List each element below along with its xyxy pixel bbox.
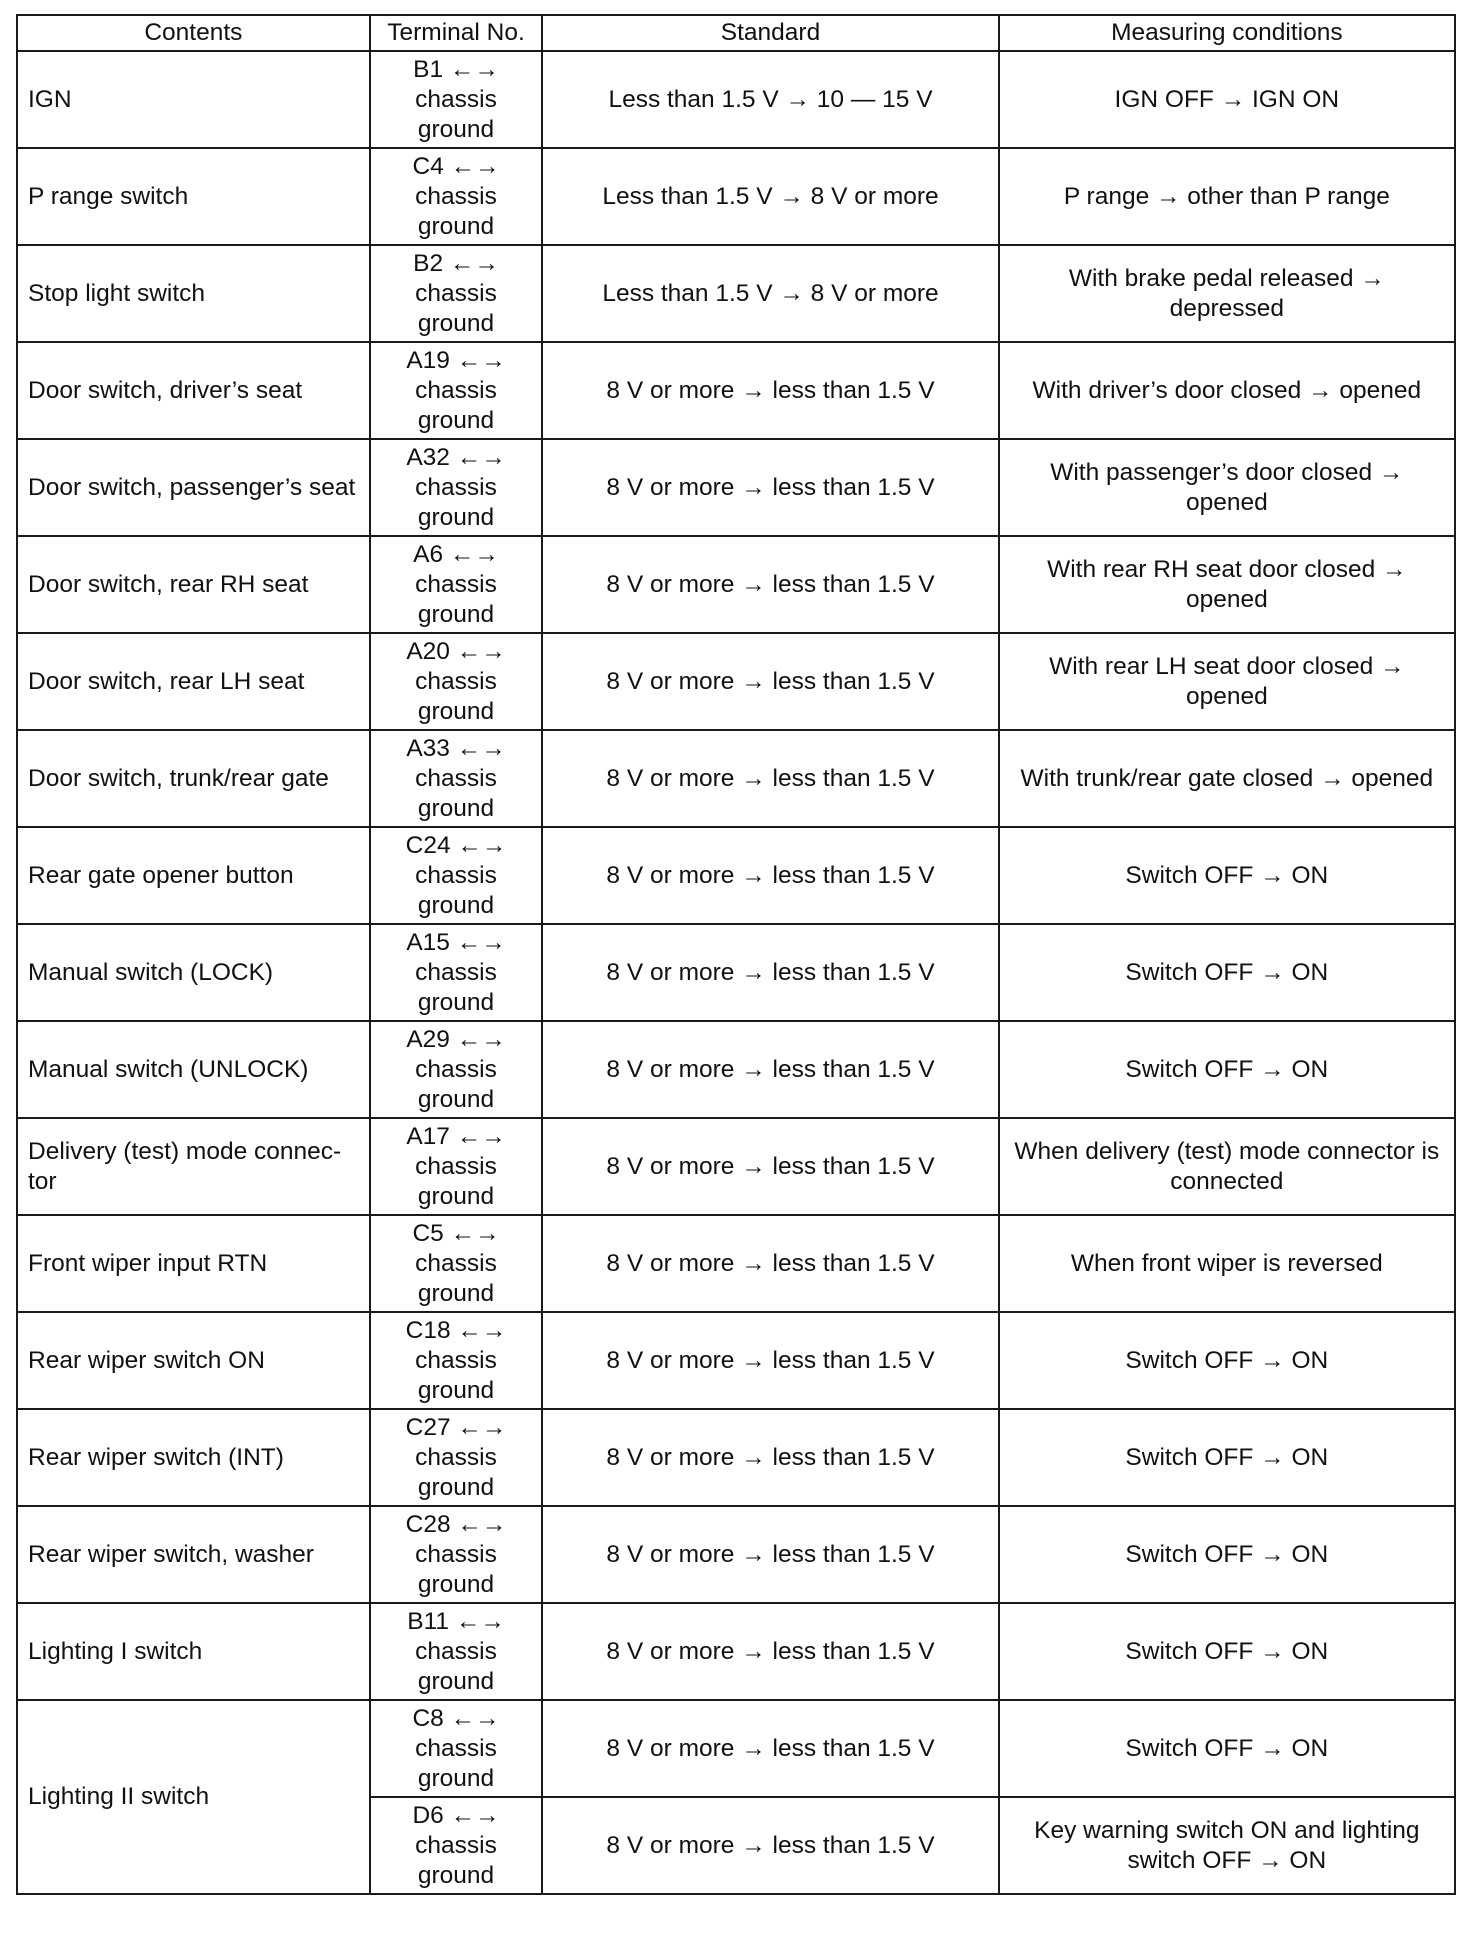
cell-measuring-conditions: Switch OFF → ON — [999, 1603, 1455, 1700]
double-arrow-icon: ←→ — [456, 1025, 506, 1053]
terminal-pin-id: A17 — [406, 1122, 450, 1150]
cell-measuring-conditions: When front wiper is reversed — [999, 1215, 1455, 1312]
terminal-chassis-label: chassis — [415, 1055, 497, 1083]
terminal-pin — [377, 1510, 536, 1540]
double-arrow-icon: ←→ — [449, 249, 499, 277]
terminal-pin — [377, 1801, 536, 1831]
terminal-pin — [377, 1122, 536, 1152]
cell-standard: 8 V or more → less than 1.5 V — [542, 924, 998, 1021]
cell-standard: 8 V or more → less than 1.5 V — [542, 536, 998, 633]
cell-measuring-conditions: Switch OFF → ON — [999, 924, 1455, 1021]
cell-measuring-conditions: With driver’s door closed → opened — [999, 342, 1455, 439]
terminal-chassis-label: chassis — [415, 667, 497, 695]
cell-measuring-conditions: With brake pedal released → depressed — [999, 245, 1455, 342]
terminal-pin-id: C27 — [405, 1413, 451, 1441]
cell-standard: 8 V or more → less than 1.5 V — [542, 1215, 998, 1312]
cell-terminal-no — [370, 1312, 543, 1409]
double-arrow-icon: ←→ — [455, 1607, 505, 1635]
table-row — [17, 1409, 1455, 1506]
table-row — [17, 148, 1455, 245]
terminal-pin — [377, 1025, 536, 1055]
cell-contents: Delivery (test) mode connec-tor — [17, 1118, 370, 1215]
cell-terminal-no — [370, 633, 543, 730]
double-arrow-icon: ←→ — [456, 734, 506, 762]
table-row — [17, 633, 1455, 730]
terminal-chassis-label: chassis — [415, 279, 497, 307]
cell-standard: 8 V or more → less than 1.5 V — [542, 1603, 998, 1700]
cell-standard: 8 V or more → less than 1.5 V — [542, 1797, 998, 1894]
terminal-pin-id: C4 — [412, 152, 444, 180]
table-row — [17, 1603, 1455, 1700]
terminal-chassis-label: chassis — [415, 861, 497, 889]
terminal-pin — [377, 346, 536, 376]
cell-measuring-conditions: IGN OFF → IGN ON — [999, 51, 1455, 148]
terminal-chassis-label: chassis — [415, 1734, 497, 1762]
table-row — [17, 1118, 1455, 1215]
terminal-pin — [377, 1413, 536, 1443]
terminal-pin-id: D6 — [412, 1801, 444, 1829]
cell-contents: Door switch, rear RH seat — [17, 536, 370, 633]
cell-terminal-no — [370, 1215, 543, 1312]
terminal-pin — [377, 249, 536, 279]
cell-contents: Door switch, passenger’s seat — [17, 439, 370, 536]
double-arrow-icon: ←→ — [456, 346, 506, 374]
header-contents: Contents — [17, 15, 370, 51]
table-row — [17, 827, 1455, 924]
cell-measuring-conditions: With passenger’s door closed → opened — [999, 439, 1455, 536]
cell-terminal-no — [370, 827, 543, 924]
cell-terminal-no — [370, 730, 543, 827]
cell-measuring-conditions: Switch OFF → ON — [999, 1409, 1455, 1506]
cell-contents: IGN — [17, 51, 370, 148]
cell-terminal-no — [370, 1700, 543, 1797]
terminal-chassis-label: chassis — [415, 1540, 497, 1568]
terminal-pin — [377, 831, 536, 861]
terminal-ground-label: ground — [417, 503, 495, 531]
cell-standard: 8 V or more → less than 1.5 V — [542, 342, 998, 439]
double-arrow-icon: ←→ — [457, 1316, 507, 1344]
terminal-pin — [377, 1607, 536, 1637]
table-row — [17, 245, 1455, 342]
terminal-ground-label: ground — [417, 406, 495, 434]
cell-standard: 8 V or more → less than 1.5 V — [542, 1409, 998, 1506]
table-row — [17, 1021, 1455, 1118]
terminal-pin — [377, 443, 536, 473]
cell-standard: 8 V or more → less than 1.5 V — [542, 439, 998, 536]
terminal-pin-id: B1 — [413, 55, 444, 83]
terminal-chassis-label: chassis — [415, 1152, 497, 1180]
cell-contents: Lighting I switch — [17, 1603, 370, 1700]
table-row — [17, 924, 1455, 1021]
cell-measuring-conditions: Key warning switch ON and lighting switch OFF → ON — [999, 1797, 1455, 1894]
terminal-ground-label: ground — [417, 1376, 495, 1404]
terminal-ground-label: ground — [417, 1473, 495, 1501]
double-arrow-icon: ←→ — [457, 1510, 507, 1538]
double-arrow-icon: ←→ — [456, 1122, 506, 1150]
table-row — [17, 536, 1455, 633]
cell-measuring-conditions: When delivery (test) mode connector is connected — [999, 1118, 1455, 1215]
double-arrow-icon: ←→ — [456, 928, 506, 956]
cell-measuring-conditions: P range → other than P range — [999, 148, 1455, 245]
terminal-pin-id: C24 — [405, 831, 451, 859]
cell-contents: Lighting II switch — [17, 1700, 370, 1894]
terminal-pin-id: A32 — [406, 443, 450, 471]
cell-contents: Door switch, trunk/rear gate — [17, 730, 370, 827]
header-row — [17, 15, 1455, 51]
cell-standard: 8 V or more → less than 1.5 V — [542, 1700, 998, 1797]
cell-contents: Manual switch (UNLOCK) — [17, 1021, 370, 1118]
terminal-pin-id: C28 — [405, 1510, 451, 1538]
cell-standard: 8 V or more → less than 1.5 V — [542, 1312, 998, 1409]
table-row — [17, 439, 1455, 536]
cell-terminal-no — [370, 536, 543, 633]
double-arrow-icon: ←→ — [449, 55, 499, 83]
double-arrow-icon: ←→ — [457, 831, 507, 859]
terminal-pin — [377, 1704, 536, 1734]
cell-terminal-no — [370, 342, 543, 439]
terminal-ground-label: ground — [417, 1279, 495, 1307]
terminal-ground-label: ground — [417, 1667, 495, 1695]
terminal-ground-label: ground — [417, 697, 495, 725]
double-arrow-icon: ←→ — [450, 1801, 500, 1829]
terminal-chassis-label: chassis — [415, 376, 497, 404]
terminal-chassis-label: chassis — [415, 570, 497, 598]
cell-standard: 8 V or more → less than 1.5 V — [542, 730, 998, 827]
terminal-pin-id: B2 — [413, 249, 444, 277]
cell-terminal-no — [370, 148, 543, 245]
header-standard: Standard — [542, 15, 998, 51]
terminal-chassis-label: chassis — [415, 1637, 497, 1665]
double-arrow-icon: ←→ — [450, 1704, 500, 1732]
cell-standard: Less than 1.5 V → 8 V or more — [542, 148, 998, 245]
cell-terminal-no — [370, 1603, 543, 1700]
cell-terminal-no — [370, 1506, 543, 1603]
terminal-pin-id: C8 — [412, 1704, 444, 1732]
cell-terminal-no — [370, 1797, 543, 1894]
double-arrow-icon: ←→ — [450, 1219, 500, 1247]
cell-contents: Rear wiper switch, washer — [17, 1506, 370, 1603]
terminal-ground-label: ground — [417, 1861, 495, 1889]
terminal-chassis-label: chassis — [415, 473, 497, 501]
cell-measuring-conditions: Switch OFF → ON — [999, 827, 1455, 924]
table-row — [17, 51, 1455, 148]
terminal-pin — [377, 734, 536, 764]
cell-contents: Rear wiper switch ON — [17, 1312, 370, 1409]
cell-contents: Door switch, driver’s seat — [17, 342, 370, 439]
cell-contents: Manual switch (LOCK) — [17, 924, 370, 1021]
terminal-chassis-label: chassis — [415, 1346, 497, 1374]
terminal-chassis-label: chassis — [415, 1831, 497, 1859]
terminal-chassis-label: chassis — [415, 85, 497, 113]
terminal-ground-label: ground — [417, 1085, 495, 1113]
terminal-pin-id: C18 — [405, 1316, 451, 1344]
terminal-pin — [377, 637, 536, 667]
terminal-chassis-label: chassis — [415, 1249, 497, 1277]
table-row — [17, 1215, 1455, 1312]
cell-standard: 8 V or more → less than 1.5 V — [542, 1506, 998, 1603]
table-row — [17, 1312, 1455, 1409]
cell-terminal-no — [370, 439, 543, 536]
cell-terminal-no — [370, 245, 543, 342]
cell-measuring-conditions: Switch OFF → ON — [999, 1312, 1455, 1409]
cell-standard: 8 V or more → less than 1.5 V — [542, 827, 998, 924]
terminal-ground-label: ground — [417, 988, 495, 1016]
terminal-pin — [377, 928, 536, 958]
terminal-ground-label: ground — [417, 891, 495, 919]
terminal-chassis-label: chassis — [415, 182, 497, 210]
cell-standard: 8 V or more → less than 1.5 V — [542, 1021, 998, 1118]
terminal-ground-label: ground — [417, 600, 495, 628]
cell-standard: Less than 1.5 V → 8 V or more — [542, 245, 998, 342]
terminal-pin-id: B11 — [407, 1607, 450, 1635]
terminal-chassis-label: chassis — [415, 764, 497, 792]
terminal-pin — [377, 55, 536, 85]
table-row — [17, 730, 1455, 827]
cell-terminal-no — [370, 51, 543, 148]
double-arrow-icon: ←→ — [449, 540, 499, 568]
terminal-chassis-label: chassis — [415, 958, 497, 986]
terminal-pin — [377, 1219, 536, 1249]
terminal-pin-id: A20 — [406, 637, 450, 665]
cell-terminal-no — [370, 1118, 543, 1215]
terminal-ground-label: ground — [417, 1570, 495, 1598]
double-arrow-icon: ←→ — [457, 1413, 507, 1441]
terminal-pin-id: A19 — [406, 346, 450, 374]
cell-standard: 8 V or more → less than 1.5 V — [542, 633, 998, 730]
header-terminal-no: Terminal No. — [370, 15, 543, 51]
cell-standard: Less than 1.5 V → 10 — 15 V — [542, 51, 998, 148]
cell-contents: Door switch, rear LH seat — [17, 633, 370, 730]
terminal-pin-id: A33 — [406, 734, 450, 762]
cell-contents: Rear gate opener button — [17, 827, 370, 924]
terminal-ground-label: ground — [417, 1764, 495, 1792]
terminal-pin-id: A29 — [406, 1025, 450, 1053]
table-row — [17, 1506, 1455, 1603]
terminal-spec-table — [16, 14, 1456, 1895]
terminal-chassis-label: chassis — [415, 1443, 497, 1471]
table-row — [17, 1700, 1455, 1797]
terminal-pin-id: A6 — [413, 540, 444, 568]
cell-measuring-conditions: With rear LH seat door closed → opened — [999, 633, 1455, 730]
cell-contents: Front wiper input RTN — [17, 1215, 370, 1312]
terminal-ground-label: ground — [417, 212, 495, 240]
terminal-pin-id: A15 — [406, 928, 450, 956]
cell-measuring-conditions: Switch OFF → ON — [999, 1700, 1455, 1797]
cell-terminal-no — [370, 1409, 543, 1506]
cell-measuring-conditions: Switch OFF → ON — [999, 1021, 1455, 1118]
terminal-pin — [377, 540, 536, 570]
table-body — [17, 51, 1455, 1894]
terminal-pin-id: C5 — [412, 1219, 444, 1247]
cell-contents: Rear wiper switch (INT) — [17, 1409, 370, 1506]
cell-standard: 8 V or more → less than 1.5 V — [542, 1118, 998, 1215]
terminal-ground-label: ground — [417, 309, 495, 337]
terminal-ground-label: ground — [417, 1182, 495, 1210]
double-arrow-icon: ←→ — [450, 152, 500, 180]
header-measuring-conditions: Measuring conditions — [999, 15, 1455, 51]
table-row — [17, 342, 1455, 439]
table-header — [17, 15, 1455, 51]
cell-contents: P range switch — [17, 148, 370, 245]
double-arrow-icon: ←→ — [456, 443, 506, 471]
cell-measuring-conditions: With rear RH seat door closed → opened — [999, 536, 1455, 633]
terminal-ground-label: ground — [417, 115, 495, 143]
cell-measuring-conditions: With trunk/rear gate closed → opened — [999, 730, 1455, 827]
terminal-ground-label: ground — [417, 794, 495, 822]
cell-terminal-no — [370, 924, 543, 1021]
cell-terminal-no — [370, 1021, 543, 1118]
cell-measuring-conditions: Switch OFF → ON — [999, 1506, 1455, 1603]
double-arrow-icon: ←→ — [456, 637, 506, 665]
terminal-pin — [377, 1316, 536, 1346]
cell-contents: Stop light switch — [17, 245, 370, 342]
terminal-pin — [377, 152, 536, 182]
